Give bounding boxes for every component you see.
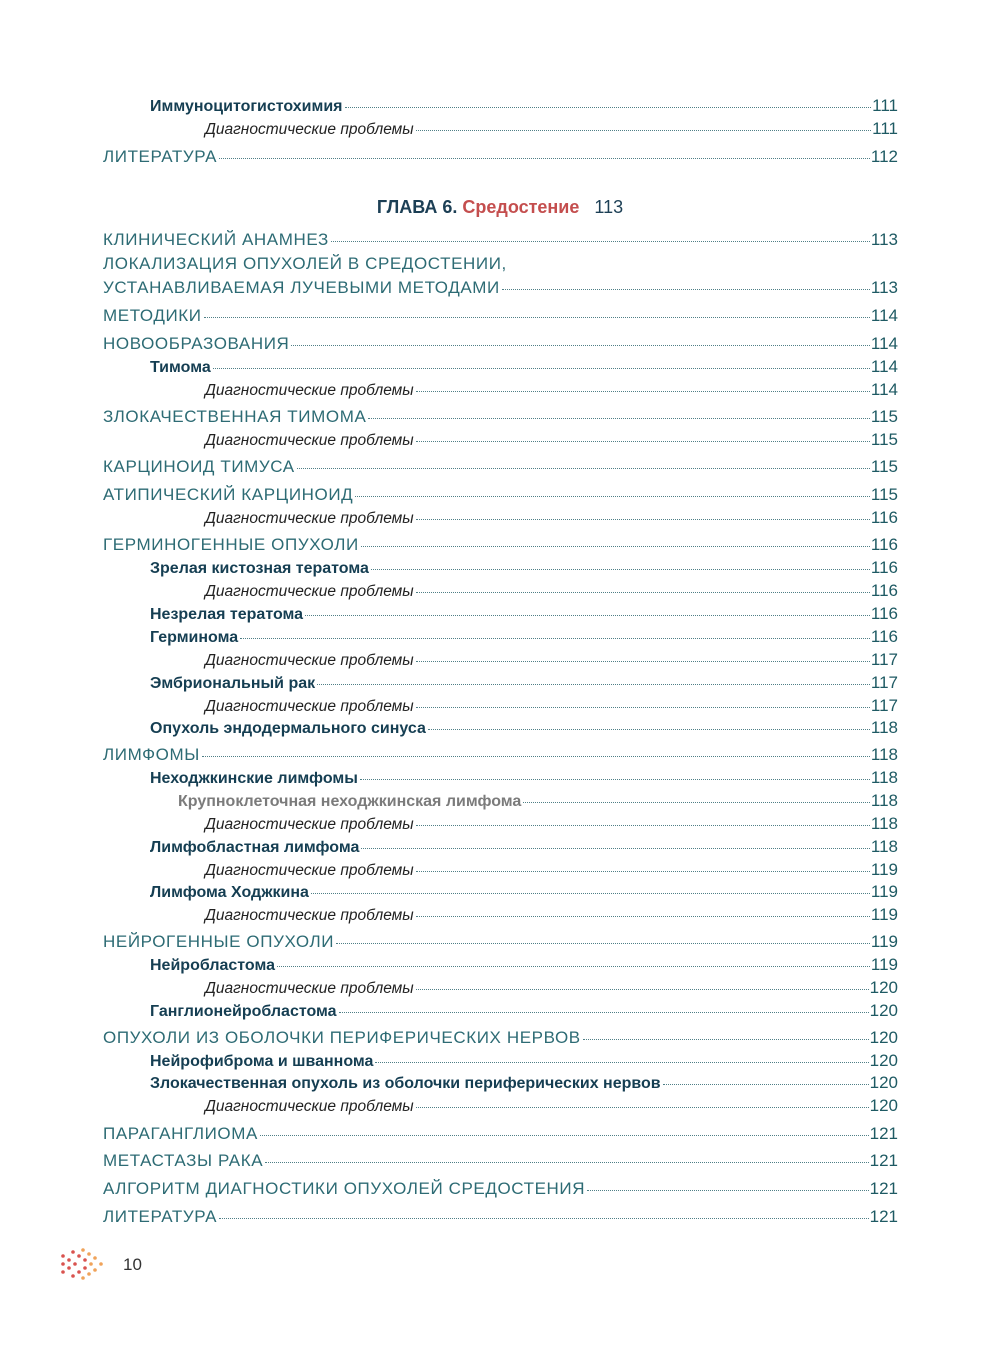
dot-leader — [204, 317, 870, 318]
toc-entry-title: Диагностические проблемы — [205, 432, 414, 449]
toc-entry-title: АЛГОРИТМ ДИАГНОСТИКИ ОПУХОЛЕЙ СРЕДОСТЕНИЯ — [103, 1179, 586, 1198]
toc-entry-page: 117 — [870, 650, 898, 669]
dot-leader — [311, 893, 870, 894]
toc-entry-title: Тимома — [150, 359, 211, 376]
toc-entry-page: 112 — [870, 147, 898, 166]
dot-leader — [416, 130, 871, 131]
dot-leader — [523, 802, 870, 803]
chapter-page: 113 — [594, 197, 624, 217]
dot-leader — [428, 729, 870, 730]
toc-entry[interactable] — [103, 306, 898, 326]
toc-entry-page: 117 — [870, 673, 898, 692]
toc-entry-page: 118 — [870, 768, 898, 787]
toc-entry-title: Диагностические проблемы — [205, 652, 414, 669]
dot-leader — [416, 441, 870, 442]
dot-leader — [502, 289, 870, 290]
toc-entry-title: ЗЛОКАЧЕСТВЕННАЯ ТИМОМА — [103, 407, 367, 426]
chapter-heading — [0, 197, 1000, 218]
toc-entry-title: КАРЦИНОИД ТИМУСА — [103, 457, 295, 476]
toc-entry-page: 114 — [870, 380, 898, 399]
toc-entry-title: ЛИТЕРАТУРА — [103, 147, 218, 166]
toc-entry-title: Опухоль эндодермального синуса — [150, 720, 426, 737]
toc-entry[interactable] — [103, 334, 898, 354]
toc-entry-page: 115 — [870, 407, 898, 426]
dot-leader — [416, 825, 870, 826]
toc-entry-page: 121 — [869, 1207, 898, 1226]
dot-leader — [416, 592, 870, 593]
toc-entry-title: Диагностические проблемы — [205, 1098, 414, 1115]
dot-leader — [202, 756, 870, 757]
toc-entry-title: ГЕРМИНОГЕННЫЕ ОПУХОЛИ — [103, 535, 359, 554]
toc-entry[interactable] — [103, 230, 898, 250]
toc-entry[interactable] — [103, 485, 898, 505]
toc-entry-page: 120 — [869, 1028, 898, 1047]
page-number: 10 — [123, 1255, 142, 1274]
toc-entry-page: 120 — [869, 1001, 898, 1020]
toc-entry[interactable] — [103, 905, 898, 925]
dot-leader — [339, 1012, 869, 1013]
toc-entry-page: 114 — [870, 334, 898, 353]
toc-entry-page: 118 — [870, 814, 898, 833]
toc-entry[interactable] — [103, 1096, 898, 1116]
toc-entry-title-line1: ЛОКАЛИЗАЦИЯ ОПУХОЛЕЙ В СРЕДОСТЕНИИ, — [103, 254, 507, 273]
toc-entry[interactable] — [103, 932, 898, 952]
dot-leader — [663, 1084, 869, 1085]
toc-entry-title: Эмбриональный рак — [150, 675, 316, 692]
dot-leader — [240, 638, 870, 639]
dot-leader — [219, 158, 870, 159]
toc-entry-page: 113 — [870, 230, 898, 249]
dot-leader — [360, 779, 870, 780]
toc-entry-page: 120 — [869, 1096, 898, 1115]
toc-entry[interactable] — [103, 535, 898, 555]
toc-entry[interactable] — [103, 508, 898, 528]
toc-entry-page: 121 — [869, 1179, 898, 1198]
dot-leader — [416, 1107, 869, 1108]
toc-entry[interactable] — [103, 627, 898, 647]
toc-entry-page: 118 — [870, 745, 898, 764]
toc-entry[interactable] — [103, 955, 898, 975]
toc-entry-page: 116 — [870, 558, 898, 577]
toc-entry-page: 118 — [870, 718, 898, 737]
toc-entry-page: 119 — [870, 882, 898, 901]
toc-entry[interactable] — [103, 745, 898, 765]
dot-leader — [336, 943, 870, 944]
toc-entry[interactable] — [103, 1051, 898, 1071]
toc-entry-title: НЕЙРОГЕННЫЕ ОПУХОЛИ — [103, 932, 335, 951]
toc-entry-title: ЛИТЕРАТУРА — [103, 1207, 218, 1226]
toc-entry-page: 120 — [869, 1073, 898, 1092]
toc-entry-page: 120 — [869, 978, 898, 997]
toc-entry-title: ОПУХОЛИ ИЗ ОБОЛОЧКИ ПЕРИФЕРИЧЕСКИХ НЕРВОВ — [103, 1028, 581, 1047]
dot-leader — [219, 1218, 869, 1219]
dot-leader — [416, 707, 870, 708]
toc-entry-title: Диагностические проблемы — [205, 980, 414, 997]
dot-leader — [368, 418, 869, 419]
toc-entry[interactable] — [103, 430, 898, 450]
toc-entry[interactable] — [103, 882, 898, 902]
toc-entry-page: 119 — [870, 955, 898, 974]
dot-leader — [345, 107, 872, 108]
dot-leader — [317, 684, 870, 685]
toc-entry-title: ЛИМФОМЫ — [103, 745, 200, 764]
toc-entry[interactable] — [103, 837, 898, 857]
toc-entry-page: 119 — [870, 932, 898, 951]
toc-entry-page: 116 — [870, 535, 898, 554]
toc-entry[interactable] — [103, 650, 898, 670]
toc-entry-title: Диагностические проблемы — [205, 583, 414, 600]
toc-entry-title: МЕТОДИКИ — [103, 306, 202, 325]
toc-entry[interactable] — [103, 1124, 898, 1144]
toc-entry-page: 119 — [870, 860, 898, 879]
toc-entry-title: КЛИНИЧЕСКИЙ АНАМНЕЗ — [103, 230, 329, 249]
toc-entry-page: 119 — [870, 905, 898, 924]
dot-leader — [371, 569, 870, 570]
toc-entry[interactable] — [103, 814, 898, 834]
toc-entry-title: МЕТАСТАЗЫ РАКА — [103, 1151, 264, 1170]
toc-entry-page: 116 — [870, 627, 898, 646]
toc-entry[interactable] — [103, 604, 898, 624]
toc-entry-page: 115 — [870, 485, 898, 504]
toc-entry[interactable] — [103, 457, 898, 477]
toc-entry-page: 115 — [870, 430, 898, 449]
dot-leader — [297, 468, 870, 469]
toc-entry[interactable] — [103, 718, 898, 738]
toc-entry-page: 115 — [870, 457, 898, 476]
toc-entry-page: 117 — [870, 696, 898, 715]
toc-entry[interactable] — [103, 1073, 898, 1093]
toc-entry[interactable] — [103, 1179, 898, 1199]
chapter-label: ГЛАВА 6. — [376, 197, 458, 217]
dot-leader — [361, 848, 870, 849]
toc-entry-title: Лимфобластная лимфома — [150, 839, 360, 856]
toc-entry-title: Зрелая кистозная тератома — [150, 560, 369, 577]
toc-entry-title: НОВООБРАЗОВАНИЯ — [103, 334, 290, 353]
toc-entry[interactable] — [103, 978, 898, 998]
dot-leader — [375, 1062, 868, 1063]
toc-entry-title: Злокачественная опухоль из оболочки периферических нервов — [150, 1075, 661, 1092]
toc-entry-page: 120 — [869, 1051, 898, 1070]
toc-entry-page: 121 — [869, 1151, 898, 1170]
toc-entry[interactable] — [103, 147, 898, 167]
toc-entry-page: 111 — [872, 119, 898, 138]
dot-leader — [416, 391, 870, 392]
toc-entry-title: Крупноклеточная неходжкинская лимфома — [178, 793, 522, 810]
dot-leader — [361, 546, 870, 547]
toc-entry-page: 121 — [869, 1124, 898, 1143]
toc-entry[interactable] — [103, 407, 898, 427]
arrow-dots-logo-icon — [60, 1246, 108, 1282]
dot-leader — [277, 966, 870, 967]
toc-entry-page: 118 — [870, 837, 898, 856]
toc-entry[interactable] — [103, 1001, 898, 1021]
chapter-name: Средостение — [462, 197, 580, 217]
toc-entry-page: 114 — [870, 357, 898, 376]
dot-leader — [416, 661, 870, 662]
toc-entry-title: Незрелая тератома — [150, 606, 304, 623]
toc-entry-title: Диагностические проблемы — [205, 510, 414, 527]
toc-entry[interactable] — [103, 558, 898, 578]
toc-entry[interactable] — [103, 1151, 898, 1171]
toc-entry-title: Диагностические проблемы — [205, 698, 414, 715]
toc-entry-title: Диагностические проблемы — [205, 816, 414, 833]
toc-entry-page: 111 — [872, 96, 898, 115]
toc-entry[interactable] — [103, 673, 898, 693]
toc-entry[interactable] — [103, 278, 898, 298]
toc-entry-title: Диагностические проблемы — [205, 907, 414, 924]
dot-leader — [260, 1135, 869, 1136]
dot-leader — [583, 1039, 869, 1040]
toc-entry-title: Диагностические проблемы — [205, 382, 414, 399]
dot-leader — [416, 989, 869, 990]
toc-entry-page: 114 — [870, 306, 898, 325]
toc-entry[interactable] — [103, 1028, 898, 1048]
dot-leader — [587, 1190, 869, 1191]
toc-entry[interactable] — [103, 380, 898, 400]
toc-entry-title: УСТАНАВЛИВАЕМАЯ ЛУЧЕВЫМИ МЕТОДАМИ — [103, 278, 500, 297]
toc-entry-page: 116 — [870, 604, 898, 623]
dot-leader — [416, 519, 870, 520]
toc-entry[interactable] — [103, 791, 898, 811]
toc-entry[interactable] — [103, 357, 898, 377]
toc-entry-page: 113 — [870, 278, 898, 297]
toc-entry[interactable] — [103, 768, 898, 788]
toc-entry[interactable] — [103, 581, 898, 601]
toc-entry-page: 116 — [870, 581, 898, 600]
toc-entry[interactable] — [103, 1207, 898, 1227]
toc-entry-title: Лимфома Ходжкина — [150, 884, 309, 901]
toc-entry-title: Герминома — [150, 629, 239, 646]
toc-entry-title: Ганглионейробластома — [150, 1003, 337, 1020]
toc-entry-page: 116 — [870, 508, 898, 527]
toc-entry-title: Нейрофиброма и шваннома — [150, 1053, 374, 1070]
toc-entry-title: АТИПИЧЕСКИЙ КАРЦИНОИД — [103, 485, 354, 504]
toc-entry[interactable] — [103, 696, 898, 716]
toc-entry[interactable] — [103, 119, 898, 139]
toc-entry-title: Диагностические проблемы — [205, 862, 414, 879]
dot-leader — [416, 871, 870, 872]
dot-leader — [305, 615, 870, 616]
toc-entry-title: Диагностические проблемы — [205, 121, 414, 138]
dot-leader — [265, 1162, 868, 1163]
toc-entry-title: Неходжкинские лимфомы — [150, 770, 358, 787]
toc-entry-title: Иммуноцитогистохимия — [150, 98, 343, 115]
toc-entry-title: ПАРАГАНГЛИОМА — [103, 1124, 258, 1143]
dot-leader — [355, 496, 870, 497]
dot-leader — [213, 368, 870, 369]
toc-entry-page: 118 — [870, 791, 898, 810]
dot-leader — [291, 345, 869, 346]
toc-entry[interactable] — [103, 96, 898, 116]
dot-leader — [331, 241, 870, 242]
toc-entry-title: Нейробластома — [150, 957, 275, 974]
dot-leader — [416, 916, 870, 917]
toc-entry[interactable] — [103, 860, 898, 880]
